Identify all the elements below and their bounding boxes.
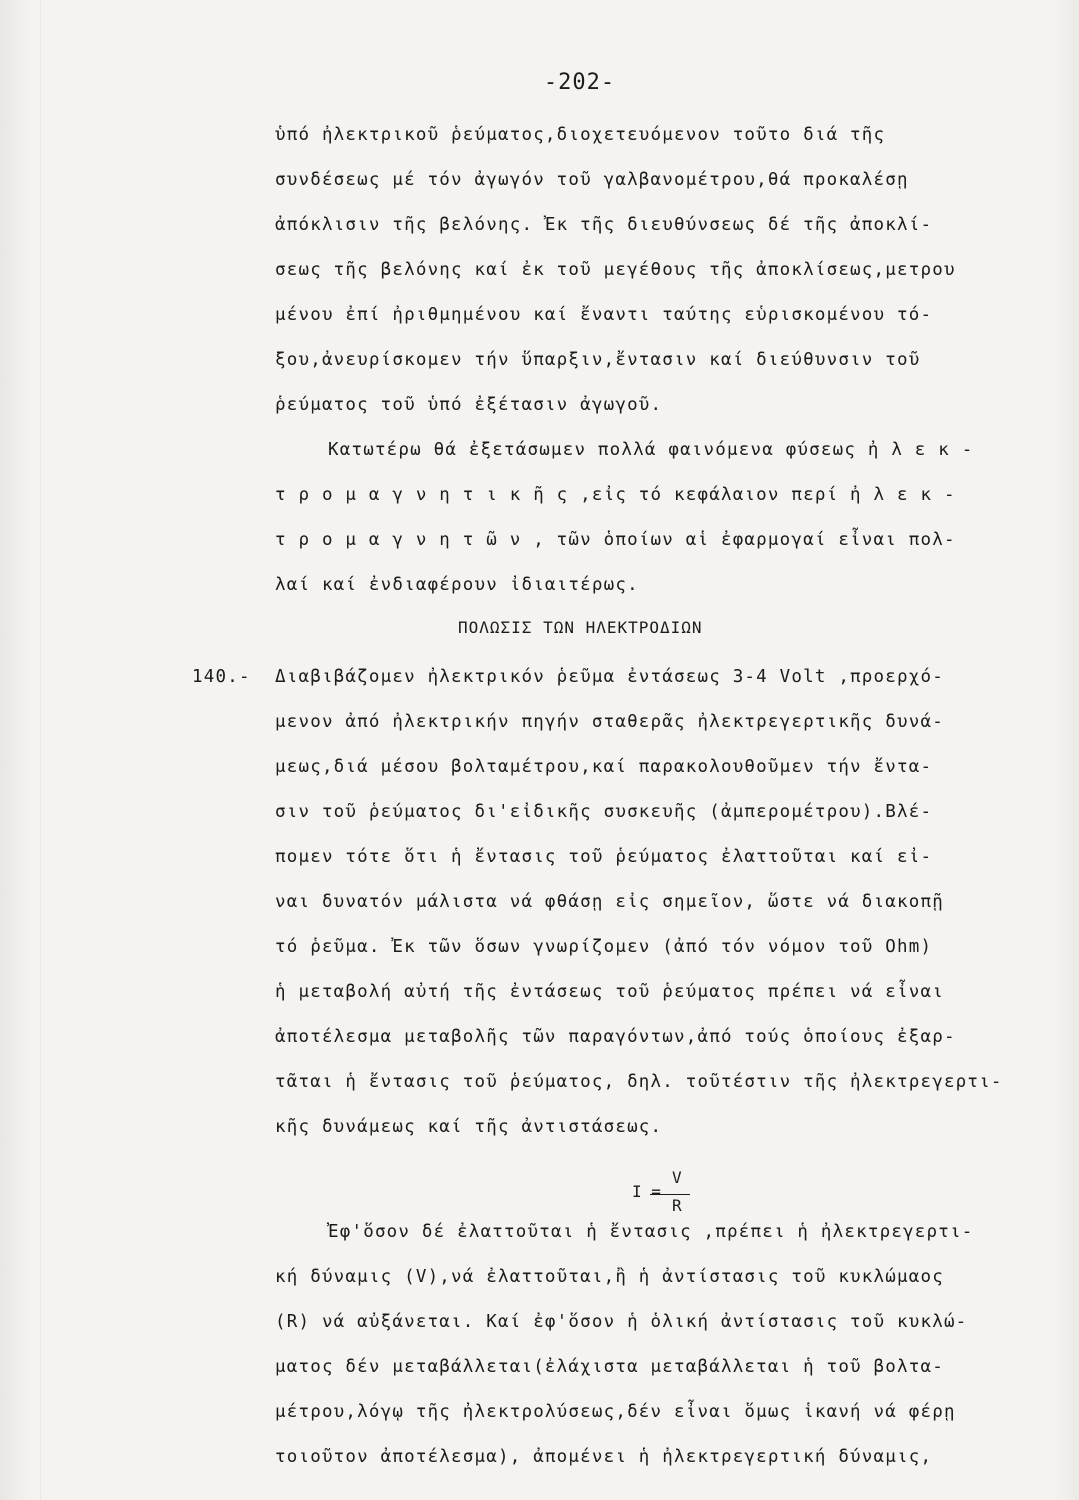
text-line-14: μεως,διά μέσου βολταμέτρου,καί παρακολουθοῦμεν τήν ἔντα- <box>275 757 933 777</box>
text-line-27: μέτρου,λόγῳ τῆς ἠλεκτρολύσεως,δέν εἶναι ὅμως ἱκανή νά φέρῃ <box>275 1402 956 1422</box>
page-margin-shadow <box>40 0 41 1500</box>
formula-fraction-bar <box>650 1194 690 1195</box>
text-line-15: σιν τοῦ ῥεύματος δι'εἰδικῆς συσκευῆς (ἀμπερομέτρου).Βλέ- <box>275 802 933 822</box>
text-line-25: (R) νά αὐξάνεται. Καί ἐφ'ὅσον ἡ ὁλική ἀντίστασις τοῦ κυκλώ- <box>275 1312 968 1332</box>
text-line-24: κή δύναμις (V),νά ἐλαττοῦται,ἢ ἡ ἀντίστασις τοῦ κυκλώμαος <box>275 1267 944 1287</box>
text-line-22: κῆς δυνάμεως καί τῆς ἀντιστάσεως. <box>275 1117 663 1137</box>
text-line-17: ναι δυνατόν μάλιστα νά φθάσῃ εἰς σημεῖον, ὥστε νά διακοπῇ <box>275 892 944 912</box>
text-line-6: ξου,ἀνευρίσκομεν τήν ὕπαρξιν,ἔντασιν καί διεύθυνσιν τοῦ <box>275 350 921 370</box>
formula-denominator: R <box>672 1196 682 1215</box>
section-heading: ΠΟΛΩΣΙΣ ΤΩΝ ΗΛΕΚΤΡΟΔΙΩΝ <box>458 618 703 637</box>
text-line-7: ῥεύματος τοῦ ὑπό ἐξέτασιν ἀγωγοῦ. <box>275 395 663 415</box>
text-line-28: τοιοῦτον ἀποτέλεσμα), ἀπομένει ἡ ἠλεκτρεγερτική δύναμις, <box>275 1447 933 1467</box>
text-line-2: συνδέσεως μέ τόν ἀγωγόν τοῦ γαλβανομέτρου,θά προκαλέσῃ <box>275 170 909 190</box>
page-number: -202- <box>543 70 616 95</box>
text-line-18: τό ῥεῦμα. Ἐκ τῶν ὅσων γνωρίζομεν (ἀπό τόν νόμον τοῦ Ohm) <box>275 937 933 957</box>
paragraph-number: 140.- <box>192 667 251 687</box>
text-line-8: Κατωτέρω θά ἐξετάσωμεν πολλά φαινόμενα φύσεως ἠ λ ε κ - <box>328 440 974 460</box>
text-line-21: τᾶται ἡ ἔντασις τοῦ ῥεύματος, δηλ. τοῦτέστιν τῆς ἠλεκτρεγερτι- <box>275 1072 1003 1092</box>
text-line-26: ματος δέν μεταβάλλεται(ἐλάχιστα μεταβάλλεται ἡ τοῦ βολτα- <box>275 1357 944 1377</box>
text-line-19: ἡ μεταβολή αὐτή τῆς ἐντάσεως τοῦ ῥεύματος πρέπει νά εἶναι <box>275 982 944 1002</box>
text-line-3: ἀπόκλισιν τῆς βελόνης. Ἐκ τῆς διευθύνσεως δέ τῆς ἀποκλί- <box>275 215 933 235</box>
text-line-16: πομεν τότε ὅτι ἡ ἔντασις τοῦ ῥεύματος ἐλαττοῦται καί εἰ- <box>275 847 933 867</box>
text-line-10: τ ρ ο μ α γ ν η τ ῶ ν , τῶν ὁποίων αἱ ἐφαρμογαί εἶναι πολ- <box>275 530 956 550</box>
text-line-20: ἀποτέλεσμα μεταβολῆς τῶν παραγόντων,ἀπό τούς ὁποίους ἐξαρ- <box>275 1027 956 1047</box>
formula-lhs: I = <box>632 1182 661 1201</box>
text-line-5: μένου ἐπί ἠριθμημένου καί ἔναντι ταύτης εὑρισκομένου τό- <box>275 305 933 325</box>
text-line-9: τ ρ ο μ α γ ν η τ ι κ ῆ ς ,εἰς τό κεφάλαιον περί ἠ λ ε κ - <box>275 485 956 505</box>
text-line-23: Ἐφ'ὅσον δέ ἐλαττοῦται ἡ ἔντασις ,πρέπει ἡ ἠλεκτρεγερτι- <box>328 1222 974 1242</box>
ohm-formula <box>632 1168 692 1216</box>
text-line-1: ὑπό ἠλεκτρικοῦ ῥεύματος,διοχετευόμενον τοῦτο διά τῆς <box>275 125 886 145</box>
formula-numerator: V <box>672 1168 682 1187</box>
text-line-12: Διαβιβάζομεν ἠλεκτρικόν ῥεῦμα ἐντάσεως 3-4 Volt ,προερχό- <box>275 667 944 687</box>
text-line-11: λαί καί ἐνδιαφέρουν ἰδιαιτέρως. <box>275 575 639 595</box>
text-line-4: σεως τῆς βελόνης καί ἐκ τοῦ μεγέθους τῆς ἀποκλίσεως,μετρου <box>275 260 956 280</box>
text-line-13: μενον ἀπό ἠλεκτρικήν πηγήν σταθερᾶς ἠλεκτρεγερτικῆς δυνά- <box>275 712 944 732</box>
